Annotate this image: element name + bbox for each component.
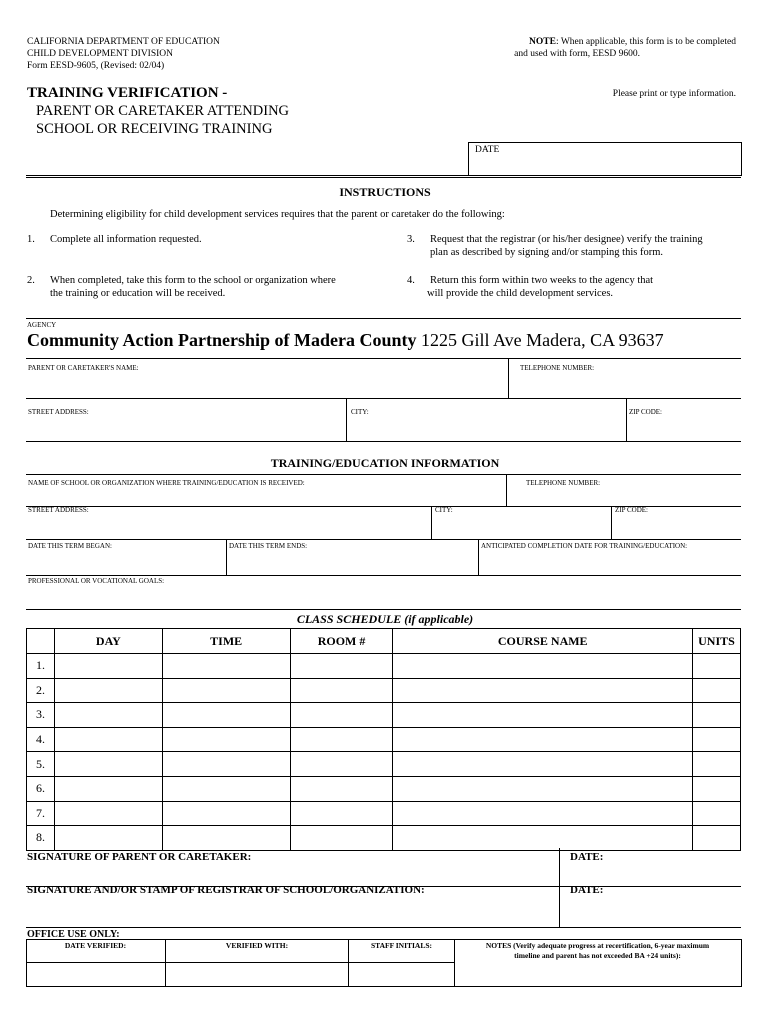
table-row bbox=[27, 654, 741, 679]
school-city-label: CITY: bbox=[435, 506, 453, 514]
registrar-signature-label: SIGNATURE AND/OR STAMP OF REGISTRAR OF SCHOOL/ORGANIZATION: bbox=[27, 884, 425, 896]
units-cell[interactable] bbox=[692, 752, 740, 777]
instructions-intro: Determining eligibility for child development services requires that the parent or caretaker do the following: bbox=[50, 209, 505, 220]
time-cell[interactable] bbox=[162, 801, 290, 826]
course-cell[interactable] bbox=[393, 826, 693, 851]
notes-field[interactable] bbox=[455, 963, 740, 985]
divider bbox=[26, 318, 741, 319]
school-city-field[interactable] bbox=[432, 506, 611, 539]
time-cell[interactable] bbox=[162, 703, 290, 728]
row-number: 2. bbox=[27, 678, 55, 703]
column-header-room: ROOM # bbox=[290, 629, 393, 654]
school-phone-label: TELEPHONE NUMBER: bbox=[526, 479, 601, 487]
column-header-day: DAY bbox=[54, 629, 162, 654]
room-cell[interactable] bbox=[290, 703, 393, 728]
instruction-text: Request that the registrar (or his/her designee) verify the training bbox=[430, 234, 703, 245]
day-cell[interactable] bbox=[54, 752, 162, 777]
instruction-text: Return this form within two weeks to the agency that bbox=[430, 275, 654, 286]
units-cell[interactable] bbox=[692, 801, 740, 826]
instruction-number: 4. bbox=[407, 275, 415, 286]
table-row bbox=[27, 703, 741, 728]
parent-city-field[interactable] bbox=[347, 398, 625, 441]
form-header bbox=[27, 36, 220, 72]
room-cell[interactable] bbox=[290, 678, 393, 703]
staff-initials-field[interactable] bbox=[349, 963, 454, 985]
time-cell[interactable] bbox=[162, 654, 290, 679]
verified-with-label: VERIFIED WITH: bbox=[225, 941, 289, 950]
parent-signature-date-label: DATE: bbox=[570, 851, 604, 863]
room-cell[interactable] bbox=[290, 801, 393, 826]
print-note: Please print or type information. bbox=[612, 89, 736, 99]
office-use-heading: OFFICE USE ONLY: bbox=[27, 929, 120, 940]
column-header-time: TIME bbox=[162, 629, 290, 654]
row-number: 5. bbox=[27, 752, 55, 777]
instruction-item-2 bbox=[27, 274, 336, 299]
note-label: NOTE bbox=[529, 37, 556, 47]
table-row bbox=[27, 752, 741, 777]
agency-field[interactable] bbox=[27, 330, 664, 351]
parent-name-label: PARENT OR CARETAKER'S NAME: bbox=[28, 364, 139, 372]
completion-date-label: ANTICIPATED COMPLETION DATE FOR TRAINING/EDUCATION: bbox=[481, 542, 688, 550]
course-cell[interactable] bbox=[393, 776, 693, 801]
table-row bbox=[27, 826, 741, 851]
row-number: 6. bbox=[27, 776, 55, 801]
class-schedule-table bbox=[26, 628, 741, 851]
parent-street-label: STREET ADDRESS: bbox=[28, 408, 89, 416]
school-zip-label: ZIP CODE: bbox=[615, 506, 648, 514]
day-cell[interactable] bbox=[54, 776, 162, 801]
time-cell[interactable] bbox=[162, 727, 290, 752]
parent-signature-label: SIGNATURE OF PARENT OR CARETAKER: bbox=[27, 851, 252, 863]
day-cell[interactable] bbox=[54, 801, 162, 826]
instruction-item-3 bbox=[407, 233, 703, 258]
column-header-units: UNITS bbox=[692, 629, 740, 654]
room-cell[interactable] bbox=[290, 654, 393, 679]
parent-phone-label: TELEPHONE NUMBER: bbox=[520, 364, 595, 372]
instruction-text: Complete all information requested. bbox=[50, 234, 202, 245]
note-text-2: and used with form, EESD 9600. bbox=[514, 49, 640, 59]
instruction-text: plan as described by signing and/or stamping this form. bbox=[430, 247, 664, 258]
staff-initials-label: STAFF INITIALS: bbox=[370, 941, 433, 950]
title-line-3: SCHOOL OR RECEIVING TRAINING bbox=[36, 121, 273, 137]
time-cell[interactable] bbox=[162, 752, 290, 777]
units-cell[interactable] bbox=[692, 727, 740, 752]
course-cell[interactable] bbox=[393, 654, 693, 679]
school-name-label: NAME OF SCHOOL OR ORGANIZATION WHERE TRAINING/EDUCATION IS RECEIVED: bbox=[28, 479, 305, 487]
table-row bbox=[27, 776, 741, 801]
instruction-item-4 bbox=[407, 274, 654, 299]
title-line-1: TRAINING VERIFICATION - bbox=[27, 85, 228, 101]
day-cell[interactable] bbox=[54, 678, 162, 703]
registrar-signature-date-label: DATE: bbox=[570, 884, 604, 896]
notes-line-1: NOTES (Verify adequate progress at recertification, 6-year maximum bbox=[485, 941, 710, 950]
term-ends-label: DATE THIS TERM ENDS: bbox=[229, 542, 308, 550]
instruction-number: 2. bbox=[27, 275, 35, 286]
instruction-text: the training or education will be received. bbox=[50, 288, 226, 299]
instructions-heading: INSTRUCTIONS bbox=[339, 185, 431, 199]
instruction-number: 1. bbox=[27, 234, 35, 245]
row-number: 4. bbox=[27, 727, 55, 752]
row-number: 8. bbox=[27, 826, 55, 851]
table-header-row bbox=[27, 629, 741, 654]
goals-label: PROFESSIONAL OR VOCATIONAL GOALS: bbox=[28, 577, 165, 585]
parent-street-field[interactable] bbox=[26, 398, 346, 441]
date-verified-label: DATE VERIFIED: bbox=[64, 941, 127, 950]
form-id: Form EESD-9605, (Revised: 02/04) bbox=[27, 61, 165, 71]
instruction-text: When completed, take this form to the school or organization where bbox=[50, 275, 336, 286]
date-label: DATE bbox=[475, 145, 500, 155]
time-cell[interactable] bbox=[162, 826, 290, 851]
column-header-number bbox=[27, 629, 55, 654]
note-text: : When applicable, this form is to be completed bbox=[555, 37, 736, 47]
day-cell[interactable] bbox=[54, 703, 162, 728]
units-cell[interactable] bbox=[692, 678, 740, 703]
room-cell[interactable] bbox=[290, 826, 393, 851]
school-street-label: STREET ADDRESS: bbox=[28, 506, 89, 514]
course-cell[interactable] bbox=[393, 752, 693, 777]
divider bbox=[26, 441, 741, 442]
time-cell[interactable] bbox=[162, 776, 290, 801]
agency-label: AGENCY bbox=[27, 321, 57, 329]
time-cell[interactable] bbox=[162, 678, 290, 703]
parent-city-label: CITY: bbox=[351, 408, 369, 416]
training-heading: TRAINING/EDUCATION INFORMATION bbox=[270, 456, 500, 470]
notes-line-2: timeline and parent has not exceeded BA +24 units): bbox=[514, 951, 681, 960]
divider bbox=[26, 609, 741, 610]
units-cell[interactable] bbox=[692, 826, 740, 851]
room-cell[interactable] bbox=[290, 776, 393, 801]
agency-name: Community Action Partnership of Madera County bbox=[27, 330, 417, 350]
day-cell[interactable] bbox=[54, 826, 162, 851]
table-row bbox=[27, 678, 741, 703]
parent-zip-label: ZIP CODE: bbox=[629, 408, 662, 416]
divider bbox=[26, 177, 741, 178]
room-cell[interactable] bbox=[290, 727, 393, 752]
day-cell[interactable] bbox=[54, 654, 162, 679]
instruction-text: will provide the child development services. bbox=[427, 288, 614, 299]
division-name: CHILD DEVELOPMENT DIVISION bbox=[27, 49, 174, 59]
room-cell[interactable] bbox=[290, 752, 393, 777]
parent-zip-field[interactable] bbox=[627, 398, 741, 441]
row-number: 3. bbox=[27, 703, 55, 728]
units-cell[interactable] bbox=[692, 703, 740, 728]
verified-with-field[interactable] bbox=[166, 963, 348, 985]
title-line-2: PARENT OR CARETAKER ATTENDING bbox=[36, 103, 290, 119]
notes-label bbox=[455, 941, 740, 961]
day-cell[interactable] bbox=[54, 727, 162, 752]
form-note bbox=[470, 36, 736, 60]
term-began-label: DATE THIS TERM BEGAN: bbox=[28, 542, 112, 550]
divider bbox=[26, 927, 741, 928]
schedule-heading: CLASS SCHEDULE (if applicable) bbox=[296, 612, 474, 626]
row-number: 7. bbox=[27, 801, 55, 826]
table-row bbox=[27, 801, 741, 826]
date-field[interactable] bbox=[468, 142, 742, 176]
units-cell[interactable] bbox=[692, 654, 740, 679]
table-row bbox=[27, 727, 741, 752]
page-title bbox=[27, 84, 289, 138]
instruction-number: 3. bbox=[407, 234, 415, 245]
agency-address: 1225 Gill Ave Madera, CA 93637 bbox=[421, 330, 664, 350]
course-cell[interactable] bbox=[393, 703, 693, 728]
course-cell[interactable] bbox=[393, 801, 693, 826]
units-cell[interactable] bbox=[692, 776, 740, 801]
instruction-item-1 bbox=[27, 233, 202, 246]
date-verified-field[interactable] bbox=[27, 963, 165, 985]
course-cell[interactable] bbox=[393, 727, 693, 752]
course-cell[interactable] bbox=[393, 678, 693, 703]
dept-name: CALIFORNIA DEPARTMENT OF EDUCATION bbox=[27, 37, 220, 47]
row-number: 1. bbox=[27, 654, 55, 679]
column-header-course: COURSE NAME bbox=[393, 629, 693, 654]
divider bbox=[26, 175, 741, 176]
